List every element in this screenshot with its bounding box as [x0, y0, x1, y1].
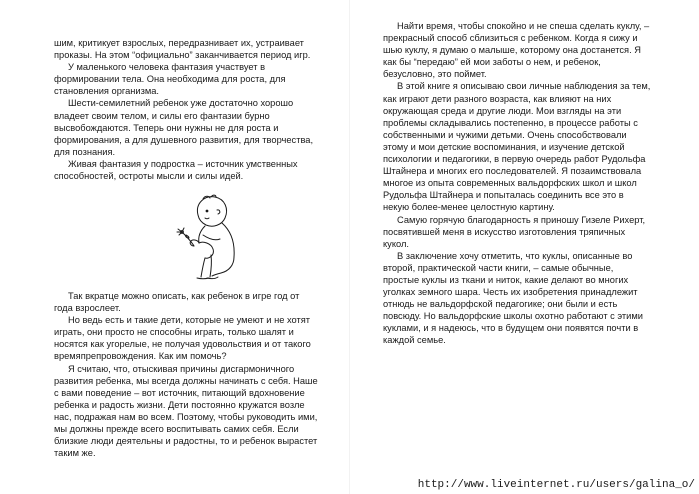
paragraph: Найти время, чтобы спокойно и не спеша сделать куклу, – прекрасный способ сблизиться с ребенком. Когда я сижу и шью куклу, я думаю о малыше, которому она достанется. Я как бы “передаю” ей мои заботы о нем, и ребенок, безусловно, это поймет. — [383, 21, 650, 80]
paragraph: Я считаю, что, отыскивая причины дисгармоничного развития ребенка, мы всегда должны начинать с себя. Наше с вами поведение – вот источник, питающий вдохновение ребенка и радость жизни. Дети постоянно кружатся возле нас, подражая нам во всем. Поэтому, чтобы руководить ими, мы должны прежде всего воспитывать самих себя. Если близкие люди деятельны и радостны, то и ребенок вырастет таким же. — [54, 363, 318, 459]
paragraph: В заключение хочу отметить, что куклы, описанные во второй, практической части книги, – самые обычные, простые куклы из ткани и ниток, какие делают во многих уголках земного шара. Честь их изобретения принадлежит отнюдь не вальдорфской педагогике; они были и есть повсюду. Но вальдорфские школы охотно работают с этими куклами, и я надеюсь, что в будущем они появятся почти в каждой семье. — [383, 250, 643, 346]
paragraph: Живая фантазия у подростка – источник умственных способностей, остроты мысли и силы идей. — [54, 158, 298, 182]
right-text — [383, 20, 651, 347]
left-top-text — [54, 37, 320, 182]
paragraph: Так вкратце можно описать, как ребенок в игре год от года взрослеет. — [54, 291, 300, 314]
paragraph: Но ведь есть и такие дети, которые не умеют и не хотят играть, они просто не способны играть, только шалят и носятся как угорелые, не получая удовольствия и от такого времяпрепровождения. Как им помочь? — [54, 315, 311, 362]
child-with-flower-drawing — [165, 185, 265, 285]
paragraph: шим, критикует взрослых, передразнивает их, устраивает проказы. На этом “официально” заканчивается период игр. — [54, 38, 311, 61]
right-page — [350, 0, 699, 494]
paragraph: У маленького человека фантазия участвует в формировании тела. Она необходима для роста, для становления организма. — [54, 62, 286, 97]
left-bottom-text — [54, 290, 320, 459]
paragraph: В этой книге я описываю свои личные наблюдения за тем, как играют дети разного возраста, как влияют на них окружающая среда и другие люди. Мои взгляды на эти проблемы складывались постепенно, в процессе работы с собственными и чужими детьми. Очень способствовали этому и мои детские воспоминания, и изучение детской психологии и педагогики, в первую очередь работ Рудольфа Штайнера и многих его последователей. Я позаимствовала многое из опыта современных вальдорфских школ и школ Рудольфа Штайнера и попыталась соединить все это в некую более-менее целостную картину. — [383, 81, 651, 213]
footer-url[interactable]: http://www.liveinternet.ru/users/galina_o/ — [417, 479, 695, 491]
paragraph: Шести-семилетний ребенок уже достаточно хорошо владеет своим телом, и силы его фантазии бурно высвобождаются. Теперь они нужны не для роста и формирования, а для душевного развития, для творчества, для познания. — [54, 98, 314, 157]
left-page — [0, 0, 349, 494]
paragraph: Самую горячую благодарность я приношу Гизеле Рихерт, посвятившей меня в искусство изготовления тряпичных кукол. — [383, 214, 646, 249]
